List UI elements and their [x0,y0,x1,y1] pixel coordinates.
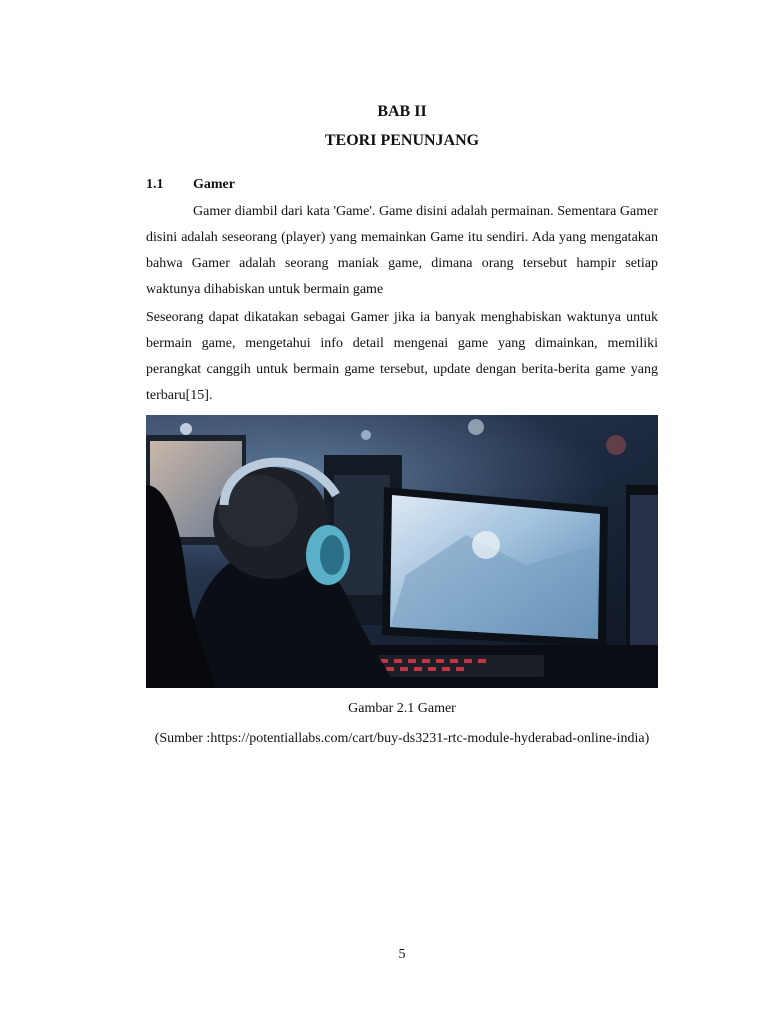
section-title: Gamer [193,177,235,192]
figure-source: (Sumber :https://potentiallabs.com/cart/buy-ds3231-rtc-module-hyderabad-online-india) [154,731,650,746]
page-number: 5 [398,947,406,962]
chapter-title: TEORI PENUNJANG [324,132,480,149]
gamer-photo [146,415,658,688]
section-number: 1.1 [146,177,164,192]
chapter-label: BAB II [377,103,427,120]
figure-caption: Gambar 2.1 Gamer [348,701,456,716]
paragraph-2: Seseorang dapat dikatakan sebagai Gamer jika ia banyak menghabiskan waktunya untuk bermain game, mengetahui info detail mengenai game yang dimainkan, memiliki perangkat canggih untuk bermain game tersebut, update dengan berita-berita game yang terbaru[15]. [146,310,658,403]
paragraph-1: Gamer diambil dari kata 'Game'. Game disini adalah permainan. Sementara Gamer disini adalah seseorang (player) yang memainkan Game itu sendiri. Ada yang mengatakan bahwa Gamer adalah seorang maniak game, dimana orang tersebut hampir setiap waktunya dihabiskan untuk bermain game [146,204,658,297]
